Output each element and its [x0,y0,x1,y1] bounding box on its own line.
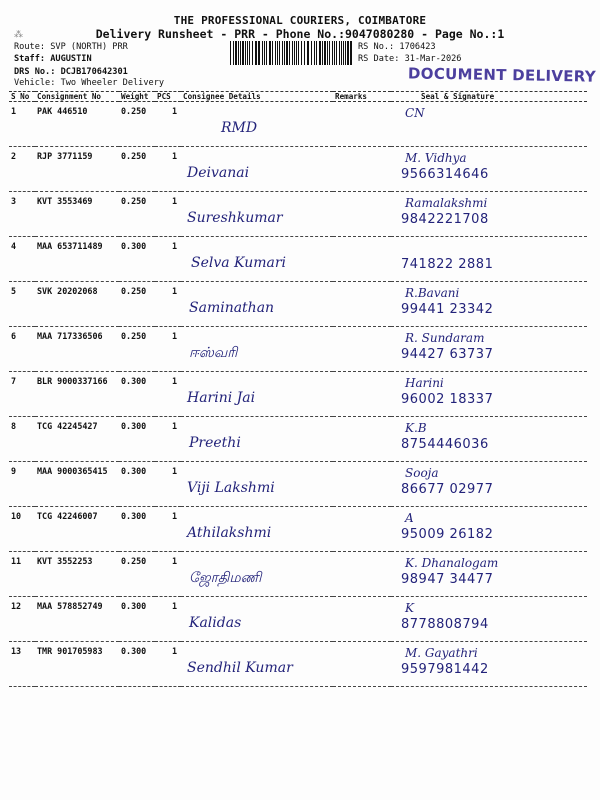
signature-phone: 86677 02977 [401,482,494,497]
col-header-consignee: Consignee Details [181,92,333,102]
consignee-handwritten-name: Sendhil Kumar [187,660,293,676]
staff-line [14,53,92,65]
seal-signature [391,282,587,327]
signature-phone: 99441 23342 [401,302,494,317]
consignee-handwritten-name: Selva Kumari [191,255,287,271]
remarks [333,237,391,282]
signature-name: Ramalakshmi [405,196,488,210]
signature-name: K [405,601,414,615]
signature-name: M. Gayathri [405,646,478,660]
table-row [9,417,587,462]
remarks [333,372,391,417]
consignee-handwritten-name: Sureshkumar [187,210,283,226]
consignee-handwritten-name: Harini Jai [187,390,256,406]
consignment-number: TMR 901705983 [35,642,119,687]
consignee-details [181,597,333,642]
consignee-handwritten-name: Deivanai [187,165,250,181]
serial-number: 8 [9,417,35,462]
consignment-number: PAK 446510 [35,102,119,147]
remarks [333,642,391,687]
signature-phone: 9597981442 [401,662,489,677]
table-row [9,147,587,192]
pieces: 1 [155,237,181,282]
remarks [333,462,391,507]
signature-phone: 95009 26182 [401,527,494,542]
serial-number: 11 [9,552,35,597]
consignment-number: MAA 9000365415 [35,462,119,507]
weight: 0.300 [119,597,155,642]
consignment-number: TCG 42246007 [35,507,119,552]
serial-number: 3 [9,192,35,237]
signature-name: A [405,511,414,525]
seal-signature [391,642,587,687]
signature-phone: 9566314646 [401,167,489,182]
weight: 0.300 [119,417,155,462]
document-delivery-stamp: DOCUMENT DELIVERY [407,64,597,86]
consignee-handwritten-name: Athilakshmi [187,525,272,541]
table-row [9,507,587,552]
staff-name: AUGUSTIN [50,54,92,64]
consignment-number: KVT 3552253 [35,552,119,597]
seal-signature [391,237,587,282]
table-row [9,102,587,147]
seal-signature [391,507,587,552]
pieces: 1 [155,642,181,687]
serial-number: 13 [9,642,35,687]
serial-number: 4 [9,237,35,282]
consignment-number: KVT 3553469 [35,192,119,237]
serial-number: 12 [9,597,35,642]
table-row [9,462,587,507]
consignment-number: TCG 42245427 [35,417,119,462]
weight: 0.250 [119,147,155,192]
signature-phone: 94427 63737 [401,347,494,362]
consignee-details [181,462,333,507]
remarks [333,597,391,642]
consignee-details [181,507,333,552]
vehicle-label: Vehicle: Two Wheeler Delivery [14,78,165,88]
signature-name: K. Dhanalogam [405,556,499,570]
signature-phone: 8754446036 [401,437,489,452]
col-header-consignment: Consignment No [35,92,119,102]
weight: 0.250 [119,552,155,597]
table-row [9,597,587,642]
consignee-details [181,417,333,462]
remarks [333,417,391,462]
weight: 0.300 [119,507,155,552]
serial-number: 6 [9,327,35,372]
weight: 0.250 [119,102,155,147]
remarks [333,147,391,192]
weight: 0.300 [119,642,155,687]
pieces: 1 [155,282,181,327]
scan-mark-icon: ⁂ [14,30,23,40]
seal-signature [391,462,587,507]
consignment-number: BLR 9000337166 [35,372,119,417]
runsheet-subtitle: Delivery Runsheet - PRR - Phone No.:9047080280 - Page No.:1 [95,27,505,41]
seal-signature [391,552,587,597]
serial-number: 9 [9,462,35,507]
signature-name: Harini [405,376,444,390]
consignee-handwritten-name: Viji Lakshmi [187,480,275,496]
weight: 0.300 [119,462,155,507]
weight: 0.250 [119,192,155,237]
consignee-details [181,642,333,687]
serial-number: 7 [9,372,35,417]
consignee-handwritten-name: Saminathan [189,300,275,316]
col-header-remarks: Remarks [333,92,391,102]
consignment-number: SVK 20202068 [35,282,119,327]
signature-name: CN [405,106,425,120]
consignee-handwritten-name: Kalidas [189,615,242,631]
pieces: 1 [155,372,181,417]
signature-name: K.B [405,421,427,435]
weight: 0.250 [119,282,155,327]
consignee-details [181,372,333,417]
seal-signature [391,102,587,147]
staff-label: Staff: [14,54,46,64]
seal-signature [391,327,587,372]
col-header-weight: Weight [119,92,155,102]
signature-name: M. Vidhya [405,151,467,165]
pieces: 1 [155,327,181,372]
seal-signature [391,147,587,192]
table-row [9,192,587,237]
signature-phone: 8778808794 [401,617,489,632]
weight: 0.300 [119,237,155,282]
signature-phone: 96002 18337 [401,392,494,407]
consignment-number: MAA 717336506 [35,327,119,372]
signature-name: R.Bavani [405,286,460,300]
serial-number: 10 [9,507,35,552]
signature-phone: 741822 2881 [401,257,494,272]
pieces: 1 [155,417,181,462]
table-header-row [9,92,587,102]
table-row [9,642,587,687]
pieces: 1 [155,462,181,507]
col-header-sno: S No [9,92,35,102]
table-row [9,552,587,597]
consignee-details [181,237,333,282]
barcode-graphic [230,41,354,65]
pieces: 1 [155,507,181,552]
remarks [333,327,391,372]
remarks [333,192,391,237]
route-label: Route: SVP (NORTH) PRR [14,42,128,52]
weight: 0.250 [119,327,155,372]
consignee-handwritten-name: Preethi [189,435,241,451]
signature-name: R. Sundaram [405,331,485,345]
consignee-details [181,102,333,147]
pieces: 1 [155,552,181,597]
consignee-details [181,147,333,192]
rs-date: RS Date: 31-Mar-2026 [358,54,462,64]
pieces: 1 [155,102,181,147]
seal-signature [391,417,587,462]
weight: 0.300 [119,372,155,417]
company-title: THE PROFESSIONAL COURIERS, COIMBATORE [173,14,427,27]
drs-number: DRS No.: DCJB170642301 [14,67,128,77]
signature-name: Sooja [405,466,439,480]
seal-signature [391,597,587,642]
seal-signature [391,372,587,417]
consignee-handwritten-name: ஜோதிமணி [189,570,262,586]
consignee-handwritten-name: RMD [221,120,258,136]
remarks [333,507,391,552]
consignee-details [181,327,333,372]
seal-signature [391,192,587,237]
consignee-handwritten-name: ஈஸ்வரி [189,345,238,361]
serial-number: 1 [9,102,35,147]
table-row [9,237,587,282]
remarks [333,102,391,147]
table-row [9,372,587,417]
consignment-number: MAA 653711489 [35,237,119,282]
remarks [333,282,391,327]
remarks [333,552,391,597]
serial-number: 5 [9,282,35,327]
rs-number: RS No.: 1706423 [358,42,436,52]
runsheet-table [9,91,587,687]
pieces: 1 [155,192,181,237]
table-row [9,327,587,372]
pieces: 1 [155,597,181,642]
signature-phone: 98947 34477 [401,572,494,587]
signature-phone: 9842221708 [401,212,489,227]
consignment-number: MAA 578852749 [35,597,119,642]
consignee-details [181,282,333,327]
serial-number: 2 [9,147,35,192]
table-row [9,282,587,327]
consignment-number: RJP 3771159 [35,147,119,192]
col-header-pcs: PCS [155,92,181,102]
consignee-details [181,192,333,237]
pieces: 1 [155,147,181,192]
col-header-signature: Seal & Signature [391,92,587,102]
consignee-details [181,552,333,597]
